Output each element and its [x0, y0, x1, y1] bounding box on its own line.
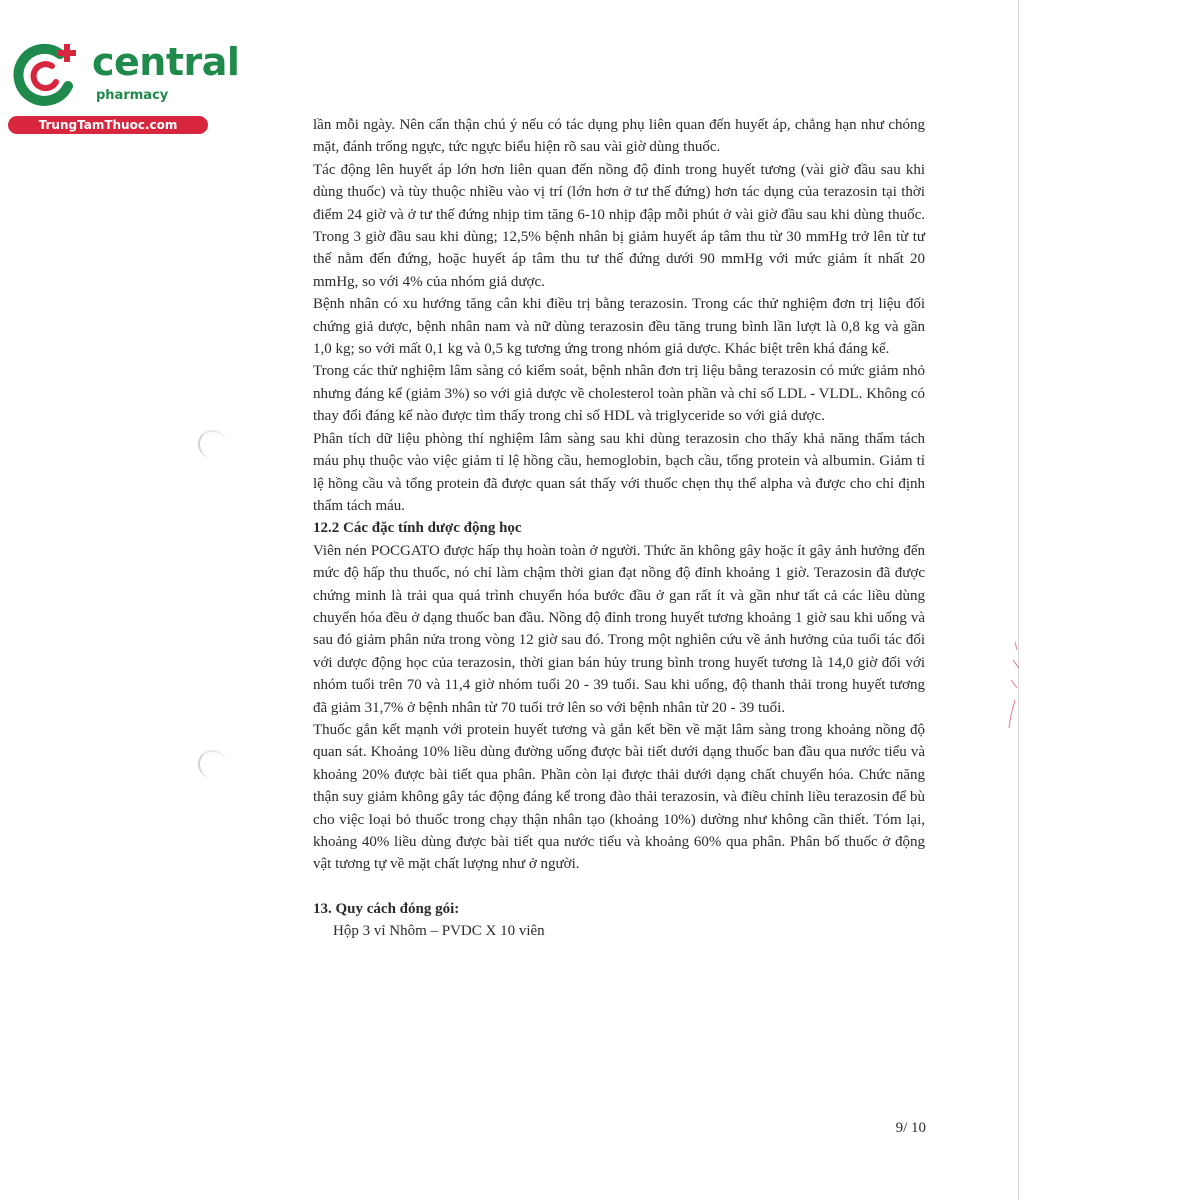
page-number: 9/ 10 [895, 1120, 926, 1136]
central-pharmacy-logo [8, 36, 240, 136]
body-paragraph: Bệnh nhân có xu hướng tăng cân khi điều trị bằng terazosin. Trong các thử nghiệm đơn trị liệu đối chứng giả dược, bệnh nhân nam và nữ dùng terazosin đều tăng trung bình lần lượt là 0,8 kg và gần 1,0 kg; so với mất 0,1 kg và 0,5 kg tương ứng trong nhóm giả dược. Khác biệt trên khá đáng kể. [313, 296, 925, 358]
logo-url-badge: TrungTamThuoc.com [8, 116, 208, 134]
page-edge-line [1018, 0, 1019, 1200]
body-paragraph: Tác động lên huyết áp lớn hơn liên quan đến nồng độ đỉnh trong huyết tương (vài giờ đầu sau khi dùng thuốc) và tùy thuộc nhiều vào vị trí (lớn hơn ở tư thế đứng) hơn tác dụng của terazosin tại thời điểm 24 giờ và ở tư thế đứng nhịp tim tăng 6-10 nhịp đập mỗi phút ở vài giờ đầu sau khi dùng thuốc. Trong 3 giờ đầu sau khi dùng; 12,5% bệnh nhân bị giảm huyết áp tâm thu từ 30 mmHg trở lên từ tư thế nằm đến đứng, hoặc huyết áp tâm thu tư thế đứng dưới 90 mmHg với mức giảm ít nhất 20 mmHg, so với 4% của nhóm giả dược. [313, 161, 925, 290]
body-paragraph: lần mỗi ngày. Nên cẩn thận chú ý nếu có tác dụng phụ liên quan đến huyết áp, chẳng hạn như chóng mặt, đánh trống ngực, tức ngực biểu hiện rõ sau vài giờ dùng thuốc. [313, 117, 925, 156]
body-paragraph: Thuốc gắn kết mạnh với protein huyết tương và gắn kết bền về mặt lâm sàng trong khoảng nồng độ quan sát. Khoảng 10% liều dùng đường uống được bài tiết dưới dạng thuốc ban đầu qua nước tiểu và khoảng 20% được bài tiết qua phân. Phần còn lại được thải dưới dạng chất chuyển hóa. Chức năng thận suy giảm không gây tác động đáng kể trong đào thải terazosin, và điều chỉnh liều terazosin để bù cho việc loại bỏ thuốc trong chạy thận nhân tạo (khoảng 10%) dường như không cần thiết. Tóm lại, khoảng 40% liều dùng được bài tiết qua nước tiểu và khoảng 60% qua phân. Phân bố thuốc ở động vật tương tự về mặt chất lượng như ở người. [313, 721, 925, 873]
packaging-text: Hộp 3 vỉ Nhôm – PVDC X 10 viên [333, 923, 545, 940]
section-heading-packaging: 13. Quy cách đóng gói: [313, 900, 460, 917]
punch-hole-mark [198, 750, 226, 778]
stamp-mark [1005, 640, 1025, 730]
body-paragraph: Viên nén POCGATO được hấp thụ hoàn toàn ở người. Thức ăn không gây hoặc ít gây ảnh hưởng đến mức độ hấp thu thuốc, nó chỉ làm chậm thời gian đạt nồng độ đỉnh khoảng 1 giờ. Terazosin đã được chứng minh là trải qua quá trình chuyển hóa bước đầu ở gan rất ít và gần như tất cả các liều dùng chuyển hóa đều ở dạng thuốc ban đầu. Nồng độ đỉnh trong huyết tương khoảng 1 giờ sau khi uống và sau đó giảm phân nửa trong vòng 12 giờ sau đó. Trong một nghiên cứu về ảnh hưởng của tuổi tác đối với dược động học của terazosin, thời gian bán hủy trung bình trong huyết tương là 14,0 giờ đối với nhóm tuổi trên 70 và 11,4 giờ nhóm tuổi 20 - 39 tuổi. Sau khi uống, độ thanh thải trong huyết tương đã giảm 31,7% ở bệnh nhân từ 70 tuổi trở lên so với bệnh nhân từ 20 - 39 tuổi. [313, 542, 925, 716]
spacer [313, 876, 925, 898]
body-paragraph: Trong các thử nghiệm lâm sàng có kiểm soát, bệnh nhân đơn trị liệu bằng terazosin có mức giảm nhỏ nhưng đáng kể (giảm 3%) so với giả dược về cholesterol toàn phần và chỉ số LDL - VLDL. Không có thay đổi đáng kể nào được tìm thấy trong chỉ số HDL và triglyceride so với giả dược. [313, 363, 925, 425]
document-body [313, 114, 925, 943]
punch-hole-mark [198, 430, 226, 458]
section-heading-pharmacokinetics: 12.2 Các đặc tính dược động học [313, 520, 522, 537]
body-paragraph: Phân tích dữ liệu phòng thí nghiệm lâm sàng sau khi dùng terazosin cho thấy khả năng thẩm tách máu phụ thuộc vào việc giảm tỉ lệ hồng cầu, hemoglobin, bạch cầu, tổng protein và albumin. Giảm tỉ lệ hồng cầu và tổng protein đã được quan sát thấy với thuốc chẹn thụ thể alpha và được cho chỉ định thẩm tách máu. [313, 430, 925, 514]
pharmacy-cross-icon [12, 40, 82, 110]
logo-subtitle: pharmacy [96, 88, 169, 103]
logo-name: central [92, 40, 240, 84]
